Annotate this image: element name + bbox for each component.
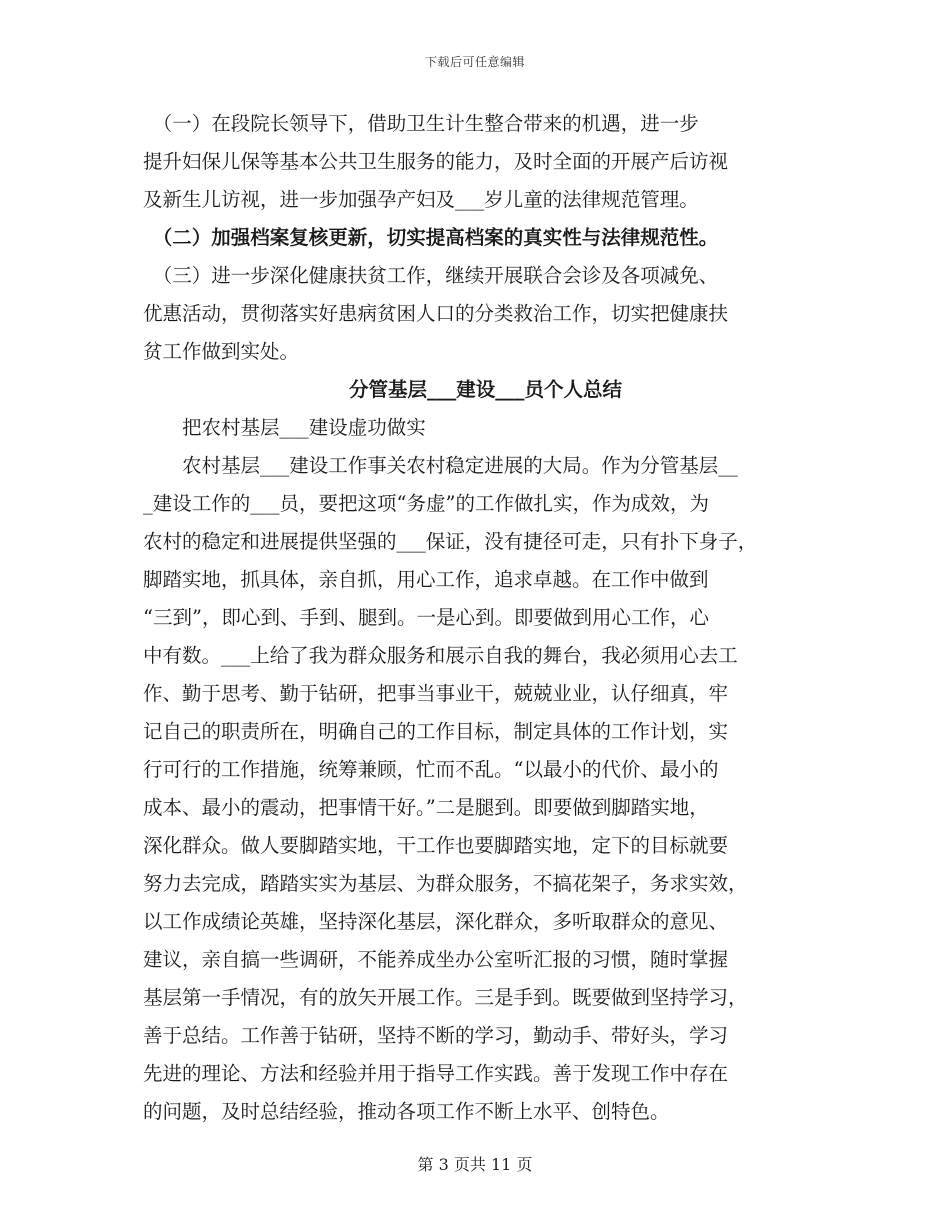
paragraph-line: 的问题，及时总结经验，推动各项工作不断上水平、创特色。 <box>143 1100 670 1123</box>
paragraph-line: 行可行的工作措施，统筹兼顾，忙而不乱。“以最小的代价、最小的 <box>143 758 719 781</box>
page-footer: 第 3 页共 11 页 <box>417 1155 533 1174</box>
paragraph-line: 作、勤于思考、勤于钻研，把事当事业干，兢兢业业，认仔细真，牢 <box>143 682 729 705</box>
paragraph-line: 及新生儿访视，进一步加强孕产妇及___岁儿童的法律规范管理。 <box>143 188 699 211</box>
paragraph-line: 农村基层___建设工作事关农村稳定进展的大局。作为分管基层__ <box>143 454 738 477</box>
paragraph-line: 贫工作做到实处。 <box>143 340 300 363</box>
paragraph-line: “三到”，即心到、手到、腿到。一是心到。即要做到用心工作，心 <box>143 606 709 629</box>
paragraph-line: 努力去完成，踏踏实实为基层、为群众服务，不搞花架子，务求实效， <box>143 872 748 895</box>
paragraph-line: （一）在段院长领导下，借助卫生计生整合带来的机遇，进一步 <box>143 112 699 135</box>
paragraph-line: 农村的稳定和进展提供坚强的___保证，没有捷径可走，只有扑下身子， <box>143 530 758 553</box>
section-title: 分管基层___建设___员个人总结 <box>348 378 622 401</box>
paragraph-line: 以工作成绩论英雄，坚持深化基层，深化群众，多听取群众的意见、 <box>143 910 729 933</box>
bold-paragraph-line: （二）加强档案复核更新，切实提高档案的真实性与法律规范性。 <box>143 226 719 249</box>
paragraph-line: _建设工作的___员，要把这项“务虚”的工作做扎实，作为成效，为 <box>143 492 709 515</box>
page-header: 下载后可任意编辑 <box>424 55 525 69</box>
paragraph-line: （三）进一步深化健康扶贫工作，继续开展联合会诊及各项减免、 <box>143 264 719 287</box>
paragraph-line: 记自己的职责所在，明确自己的工作目标，制定具体的工作计划，实 <box>143 720 729 743</box>
paragraph-line: 脚踏实地，抓具体，亲自抓，用心工作，追求卓越。在工作中做到 <box>143 568 709 591</box>
paragraph-line: 善于总结。工作善于钻研，坚持不断的学习，勤动手、带好头，学习 <box>143 1024 729 1047</box>
paragraph-line: 基层第一手情况，有的放矢开展工作。三是手到。既要做到坚持学习， <box>143 986 748 1009</box>
paragraph-line: 先进的理论、方法和经验并用于指导工作实践。善于发现工作中存在 <box>143 1062 729 1085</box>
paragraph-line: 提升妇保儿保等基本公共卫生服务的能力，及时全面的开展产后访视 <box>143 150 729 173</box>
document-body <box>143 105 808 1131</box>
paragraph-line: 建议，亲自搞一些调研，不能养成坐办公室听汇报的习惯，随时掌握 <box>143 948 729 971</box>
section-subtitle: 把农村基层___建设虚功做实 <box>143 416 426 439</box>
paragraph-line: 成本、最小的震动，把事情干好。”二是腿到。即要做到脚踏实地， <box>143 796 709 819</box>
paragraph-line: 深化群众。做人要脚踏实地，干工作也要脚踏实地，定下的目标就要 <box>143 834 729 857</box>
paragraph-line: 优惠活动，贯彻落实好患病贫困人口的分类救治工作，切实把健康扶 <box>143 302 729 325</box>
paragraph-line: 中有数。___上给了我为群众服务和展示自我的舞台，我必须用心去工 <box>143 644 738 667</box>
